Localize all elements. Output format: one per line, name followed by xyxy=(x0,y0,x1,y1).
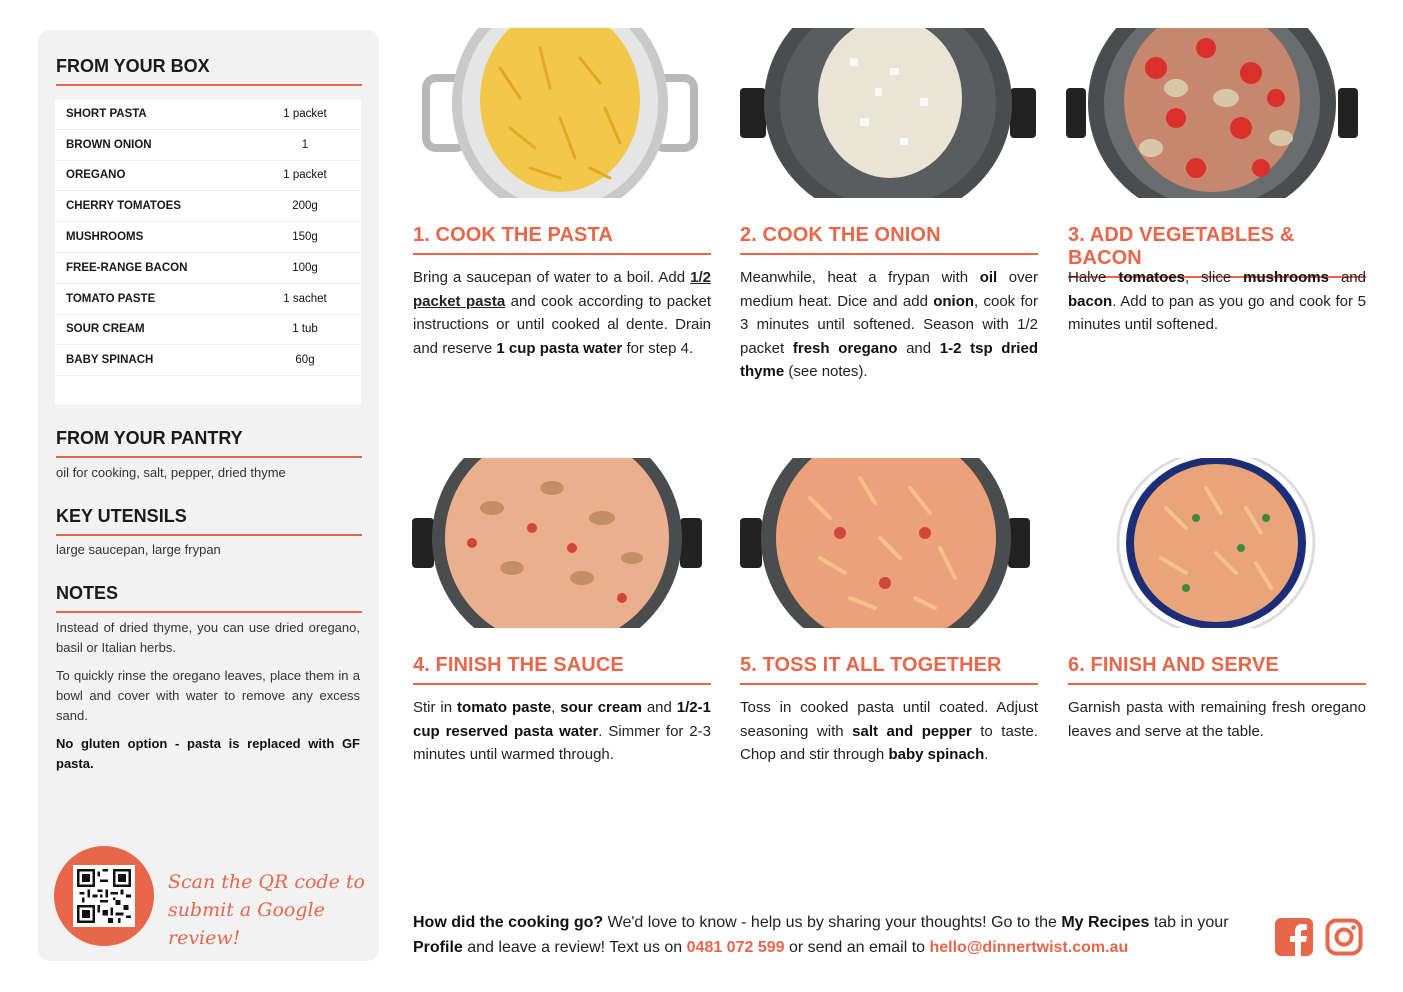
step4-tomato-paste: tomato paste xyxy=(457,699,552,716)
ingredient-qty: 1 packet xyxy=(283,169,327,182)
ingredient-name: BABY SPINACH xyxy=(66,354,154,367)
step1-pasta-amount: 1/2 packet pasta xyxy=(413,269,711,310)
qr-caption-line2: submit a Google review! xyxy=(168,899,325,949)
step2-oil: oil xyxy=(979,269,998,286)
step4-text xyxy=(413,696,711,767)
step5-text-part: . xyxy=(984,746,989,763)
utensils-title: KEY UTENSILS xyxy=(56,506,362,536)
step4-title: 4. FINISH THE SAUCE xyxy=(413,654,711,685)
qr-code xyxy=(73,865,135,927)
facebook-icon[interactable] xyxy=(1275,918,1313,956)
step3-bacon: bacon xyxy=(1068,292,1113,310)
ingredient-qty: 1 sachet xyxy=(283,292,327,305)
step5-title: 5. TOSS IT ALL TOGETHER xyxy=(740,654,1038,685)
qr-badge[interactable] xyxy=(54,846,154,946)
step2-text-part: over medium heat. Dice and add xyxy=(740,269,1038,310)
box-title: FROM YOUR BOX xyxy=(56,56,362,86)
footer-text-part: We'd love to know - help us by sharing your thoughts! Go to the xyxy=(603,914,1062,931)
note-thyme: Instead of dried thyme, you can use dried oregano, basil or Italian herbs. xyxy=(56,620,360,655)
step5-text-part: to taste. Chop and stir through xyxy=(740,722,1038,763)
step4-pasta-water: 1/2-1 cup reserved pasta water xyxy=(413,699,711,740)
ingredient-name: CHERRY TOMATOES xyxy=(66,200,182,213)
step2-text-part: , cook for 3 minutes until softened. Season with 1/2 packet xyxy=(740,292,1038,357)
step5-photo xyxy=(740,458,1040,628)
step2-text-part: Meanwhile, heat a frypan with xyxy=(740,269,980,286)
ingredient-qty: 1 xyxy=(301,138,309,151)
step5-salt-pepper: salt and pepper xyxy=(852,722,972,740)
ingredient-name: SHORT PASTA xyxy=(66,107,147,120)
step3-text-part: and xyxy=(1329,269,1366,286)
qr-caption xyxy=(168,868,368,952)
step2-photo xyxy=(740,28,1040,198)
step6-photo xyxy=(1066,458,1366,628)
ingredient-qty: 100g xyxy=(292,261,318,274)
table-row xyxy=(55,253,361,284)
table-row xyxy=(55,130,361,161)
ingredients-sidebar xyxy=(38,30,379,961)
ingredient-name: TOMATO PASTE xyxy=(66,292,156,305)
step5-text-part: Toss in cooked pasta until coated. Adjust seasoning with xyxy=(740,699,1038,740)
pantry-title: FROM YOUR PANTRY xyxy=(56,428,362,458)
step4-text-part: , xyxy=(551,699,561,716)
ingredient-qty: 1 packet xyxy=(283,107,327,120)
step2-text xyxy=(740,266,1038,384)
step1-photo xyxy=(410,28,710,198)
step5-spinach: baby spinach xyxy=(888,746,985,763)
ingredient-qty: 60g xyxy=(295,354,315,367)
step2-text-part: (see notes). xyxy=(784,363,868,380)
ingredient-name: OREGANO xyxy=(66,169,126,182)
note-oregano: To quickly rinse the oregano leaves, place them in a bowl and cover with water to remove any excess sand. xyxy=(56,668,360,723)
pantry-text: oil for cooking, salt, pepper, dried thyme xyxy=(56,465,286,480)
ingredient-name: MUSHROOMS xyxy=(66,231,144,244)
feedback-footer xyxy=(413,910,1263,960)
ingredients-table xyxy=(55,99,361,405)
ingredient-qty: 200g xyxy=(292,200,318,213)
step6-text-part: Garnish pasta with remaining fresh oregano leaves and serve at the table. xyxy=(1068,699,1366,740)
table-row xyxy=(55,191,361,222)
phone-link[interactable]: 0481 072 599 xyxy=(686,939,785,956)
step2-onion: onion xyxy=(933,292,975,310)
step4-photo xyxy=(412,458,712,628)
step4-text-part: . Simmer for 2-3 minutes until warmed through. xyxy=(413,722,711,763)
ingredient-name: FREE-RANGE BACON xyxy=(66,261,188,274)
step6-title: 6. FINISH AND SERVE xyxy=(1068,654,1366,685)
step1-text-part: Bring a saucepan of water to a boil. Add xyxy=(413,269,691,286)
step4-text-part: Stir in xyxy=(413,699,458,716)
ingredient-qty: 1 tub xyxy=(292,323,318,336)
step1-title: 1. COOK THE PASTA xyxy=(413,224,711,255)
table-row xyxy=(55,161,361,192)
note-gluten: No gluten option - pasta is replaced with GF pasta. xyxy=(56,736,360,771)
step3-text-part: Halve xyxy=(1068,269,1119,286)
footer-text-part: tab in your xyxy=(1149,914,1229,931)
utensils-text: large saucepan, large frypan xyxy=(56,542,221,557)
step4-text-part: and xyxy=(641,699,677,716)
ingredient-name: SOUR CREAM xyxy=(66,323,145,336)
step3-mushrooms: mushrooms xyxy=(1243,269,1329,286)
step2-text-part: and xyxy=(897,339,940,357)
step1-text xyxy=(413,266,711,360)
footer-question: How did the cooking go? xyxy=(413,914,604,931)
step6-text xyxy=(1068,696,1366,743)
step2-thyme: 1-2 tsp dried thyme xyxy=(740,339,1038,380)
step1-reserve: 1 cup pasta water xyxy=(496,339,623,357)
step3-tomatoes: tomatoes xyxy=(1118,269,1186,286)
step5-text xyxy=(740,696,1038,767)
email-link[interactable]: hello@dinnertwist.com.au xyxy=(929,939,1129,956)
footer-text-part: and leave a review! Text us on xyxy=(462,939,687,956)
step4-sour-cream: sour cream xyxy=(560,699,642,716)
table-row xyxy=(55,222,361,253)
qr-caption-line1: Scan the QR code to xyxy=(168,871,365,893)
footer-my-recipes: My Recipes xyxy=(1061,914,1150,931)
step2-oregano: fresh oregano xyxy=(792,339,898,357)
table-row xyxy=(55,345,361,376)
table-row xyxy=(55,284,361,315)
step2-title: 2. COOK THE ONION xyxy=(740,224,1038,255)
notes-title: NOTES xyxy=(56,583,362,613)
step3-text xyxy=(1068,266,1366,337)
table-row xyxy=(55,315,361,346)
table-row xyxy=(55,99,361,130)
step3-text-part: , slice xyxy=(1185,269,1244,286)
ingredient-qty: 150g xyxy=(292,231,318,244)
step1-text-part: and cook according to packet instructions or until cooked al dente. Drain and reserve xyxy=(413,292,711,357)
ingredient-name: BROWN ONION xyxy=(66,138,152,151)
footer-profile: Profile xyxy=(413,939,463,956)
step3-title: 3. ADD VEGETABLES & BACON xyxy=(1068,224,1366,278)
step3-text-part: . Add to pan as you go and cook for 5 minutes until softened. xyxy=(1068,292,1366,333)
step3-photo xyxy=(1066,28,1366,198)
footer-text-part: or send an email to xyxy=(784,939,930,956)
step1-text-part: for step 4. xyxy=(622,339,694,357)
instagram-icon[interactable] xyxy=(1325,918,1363,956)
